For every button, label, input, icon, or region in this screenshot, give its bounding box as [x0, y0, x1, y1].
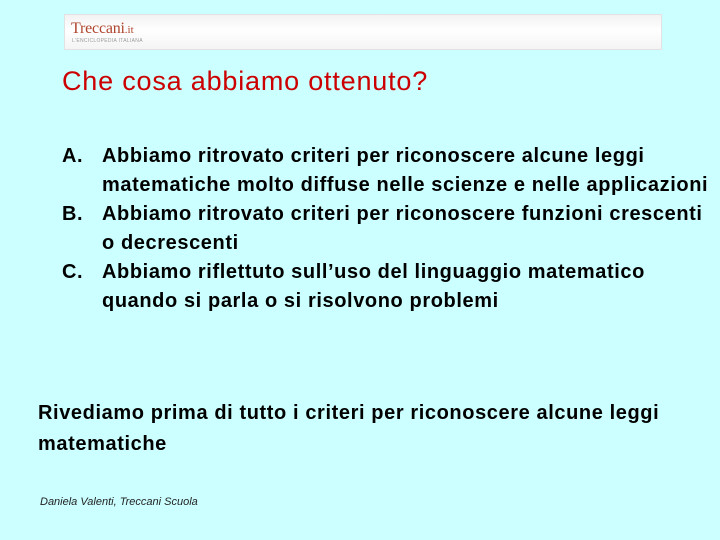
summary-text: Rivediamo prima di tutto i criteri per riconoscere alcune leggi matematiche [38, 402, 660, 455]
footer-credit: Daniela Valenti, Treccani Scuola [40, 496, 198, 508]
logo-subtitle: L'ENCICLOPEDIA ITALIANA [72, 38, 143, 44]
logo-tld-text: .it [124, 24, 134, 36]
outcomes-list [62, 142, 712, 316]
list-item [62, 258, 712, 316]
list-marker: A. [62, 145, 84, 167]
list-item-text: Abbiamo ritrovato criteri per riconoscere funzioni crescenti o decrescenti [102, 203, 703, 254]
treccani-logo [71, 20, 143, 44]
list-item-text: Abbiamo riflettuto sull’uso del linguaggio matematico quando si parla o si risolvono problemi [102, 261, 645, 312]
list-item [62, 142, 712, 200]
list-item-text: Abbiamo ritrovato criteri per riconoscere alcune leggi matematiche molto diffuse nelle scienze e nelle applicazioni [102, 145, 709, 196]
list-item [62, 200, 712, 258]
list-marker: B. [62, 203, 84, 225]
logo-main-text: Treccani [71, 20, 125, 37]
slide-title: Che cosa abbiamo ottenuto? [62, 66, 429, 96]
header-banner [64, 14, 662, 50]
list-marker: C. [62, 261, 84, 283]
